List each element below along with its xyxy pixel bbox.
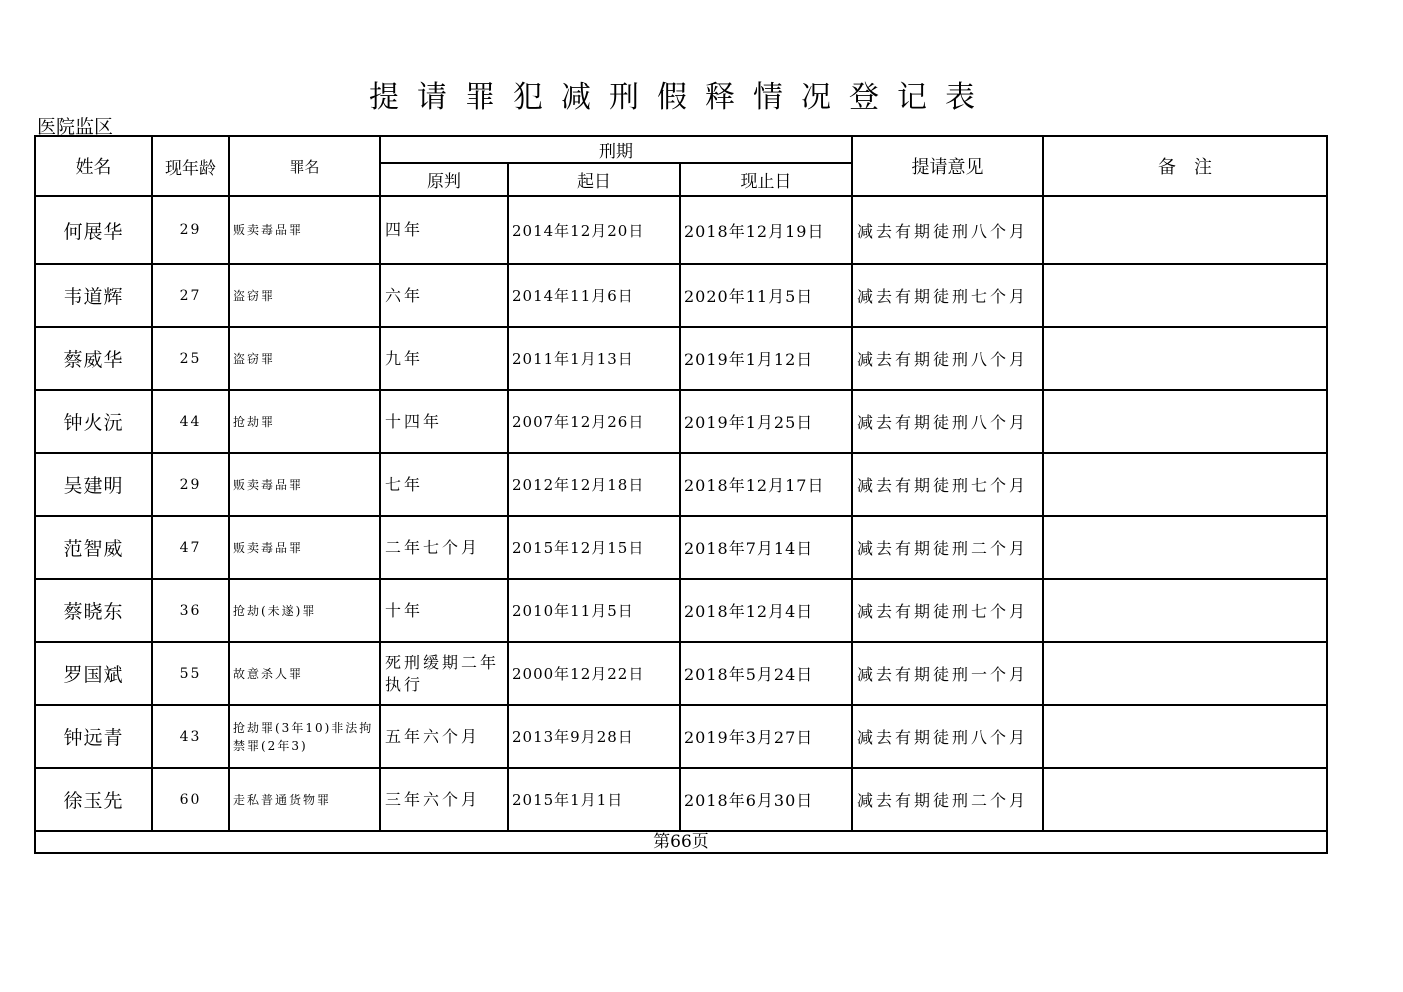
end-date: 2018年12月19日 (680, 196, 852, 264)
start-date: 2012年12月18日 (508, 453, 680, 516)
remarks-cell (1043, 768, 1327, 831)
table-row (35, 327, 1327, 390)
original-sentence: 十四年 (380, 390, 508, 453)
person-name: 范智威 (35, 516, 152, 579)
end-date: 2019年3月27日 (680, 705, 852, 768)
person-age: 55 (152, 642, 229, 705)
remarks-cell (1043, 453, 1327, 516)
original-sentence: 九年 (380, 327, 508, 390)
crime-name: 盗窃罪 (229, 264, 380, 327)
proposal-opinion: 减去有期徒刑二个月 (852, 516, 1043, 579)
start-date: 2007年12月26日 (508, 390, 680, 453)
table-row (35, 579, 1327, 642)
person-name: 罗国斌 (35, 642, 152, 705)
original-sentence: 七年 (380, 453, 508, 516)
start-date: 2015年1月1日 (508, 768, 680, 831)
person-age: 27 (152, 264, 229, 327)
person-name: 韦道辉 (35, 264, 152, 327)
end-date: 2018年6月30日 (680, 768, 852, 831)
start-date: 2000年12月22日 (508, 642, 680, 705)
end-date: 2018年12月4日 (680, 579, 852, 642)
end-date: 2018年12月17日 (680, 453, 852, 516)
start-date: 2011年1月13日 (508, 327, 680, 390)
original-sentence: 死刑缓期二年执行 (380, 642, 508, 705)
person-age: 29 (152, 453, 229, 516)
remarks-cell (1043, 705, 1327, 768)
proposal-opinion: 减去有期徒刑八个月 (852, 705, 1043, 768)
ward-label: 医院监区 (37, 116, 114, 138)
person-age: 29 (152, 196, 229, 264)
end-date: 2018年5月24日 (680, 642, 852, 705)
document-title: 提请罪犯减刑假释情况登记表 (369, 80, 993, 115)
table-row (35, 768, 1327, 831)
crime-name: 贩卖毒品罪 (229, 196, 380, 264)
person-name: 吴建明 (35, 453, 152, 516)
original-sentence: 四年 (380, 196, 508, 264)
end-date: 2019年1月12日 (680, 327, 852, 390)
page-number: 第66页 (35, 831, 1327, 853)
proposal-opinion: 减去有期徒刑七个月 (852, 453, 1043, 516)
original-sentence: 三年六个月 (380, 768, 508, 831)
header-start: 起日 (508, 163, 680, 196)
person-name: 徐玉先 (35, 768, 152, 831)
person-age: 36 (152, 579, 229, 642)
table-row (35, 453, 1327, 516)
table-row (35, 642, 1327, 705)
proposal-opinion: 减去有期徒刑七个月 (852, 264, 1043, 327)
person-name: 蔡晓东 (35, 579, 152, 642)
start-date: 2014年12月20日 (508, 196, 680, 264)
crime-name: 抢劫(未遂)罪 (229, 579, 380, 642)
proposal-opinion: 减去有期徒刑七个月 (852, 579, 1043, 642)
person-name: 蔡威华 (35, 327, 152, 390)
remarks-cell (1043, 327, 1327, 390)
start-date: 2010年11月5日 (508, 579, 680, 642)
person-age: 43 (152, 705, 229, 768)
start-date: 2014年11月6日 (508, 264, 680, 327)
end-date: 2020年11月5日 (680, 264, 852, 327)
person-name: 钟远青 (35, 705, 152, 768)
crime-name: 贩卖毒品罪 (229, 453, 380, 516)
person-age: 44 (152, 390, 229, 453)
person-name: 何展华 (35, 196, 152, 264)
header-end: 现止日 (680, 163, 852, 196)
proposal-opinion: 减去有期徒刑二个月 (852, 768, 1043, 831)
footer-row (35, 831, 1327, 853)
end-date: 2019年1月25日 (680, 390, 852, 453)
original-sentence: 二年七个月 (380, 516, 508, 579)
remarks-cell (1043, 642, 1327, 705)
crime-name: 抢劫罪(3年10)非法拘禁罪(2年3) (229, 705, 380, 768)
register-table (34, 135, 1328, 854)
person-name: 钟火沅 (35, 390, 152, 453)
remarks-cell (1043, 579, 1327, 642)
proposal-opinion: 减去有期徒刑一个月 (852, 642, 1043, 705)
crime-name: 盗窃罪 (229, 327, 380, 390)
header-crime: 罪名 (229, 136, 380, 196)
header-remarks: 备 注 (1043, 136, 1327, 196)
start-date: 2013年9月28日 (508, 705, 680, 768)
person-age: 47 (152, 516, 229, 579)
table-body (35, 196, 1327, 831)
crime-name: 抢劫罪 (229, 390, 380, 453)
crime-name: 走私普通货物罪 (229, 768, 380, 831)
proposal-opinion: 减去有期徒刑八个月 (852, 390, 1043, 453)
table-row (35, 390, 1327, 453)
remarks-cell (1043, 390, 1327, 453)
header-age: 现年龄 (152, 136, 229, 196)
table-row (35, 196, 1327, 264)
header-original: 原判 (380, 163, 508, 196)
original-sentence: 十年 (380, 579, 508, 642)
remarks-cell (1043, 264, 1327, 327)
original-sentence: 五年六个月 (380, 705, 508, 768)
remarks-cell (1043, 516, 1327, 579)
header-sentence: 刑期 (380, 136, 852, 163)
table-row (35, 516, 1327, 579)
person-age: 60 (152, 768, 229, 831)
remarks-cell (1043, 196, 1327, 264)
end-date: 2018年7月14日 (680, 516, 852, 579)
proposal-opinion: 减去有期徒刑八个月 (852, 327, 1043, 390)
crime-name: 故意杀人罪 (229, 642, 380, 705)
header-opinion: 提请意见 (852, 136, 1043, 196)
original-sentence: 六年 (380, 264, 508, 327)
crime-name: 贩卖毒品罪 (229, 516, 380, 579)
start-date: 2015年12月15日 (508, 516, 680, 579)
header-name: 姓名 (35, 136, 152, 196)
table-header (35, 136, 1327, 196)
proposal-opinion: 减去有期徒刑八个月 (852, 196, 1043, 264)
table-row (35, 264, 1327, 327)
table-row (35, 705, 1327, 768)
person-age: 25 (152, 327, 229, 390)
